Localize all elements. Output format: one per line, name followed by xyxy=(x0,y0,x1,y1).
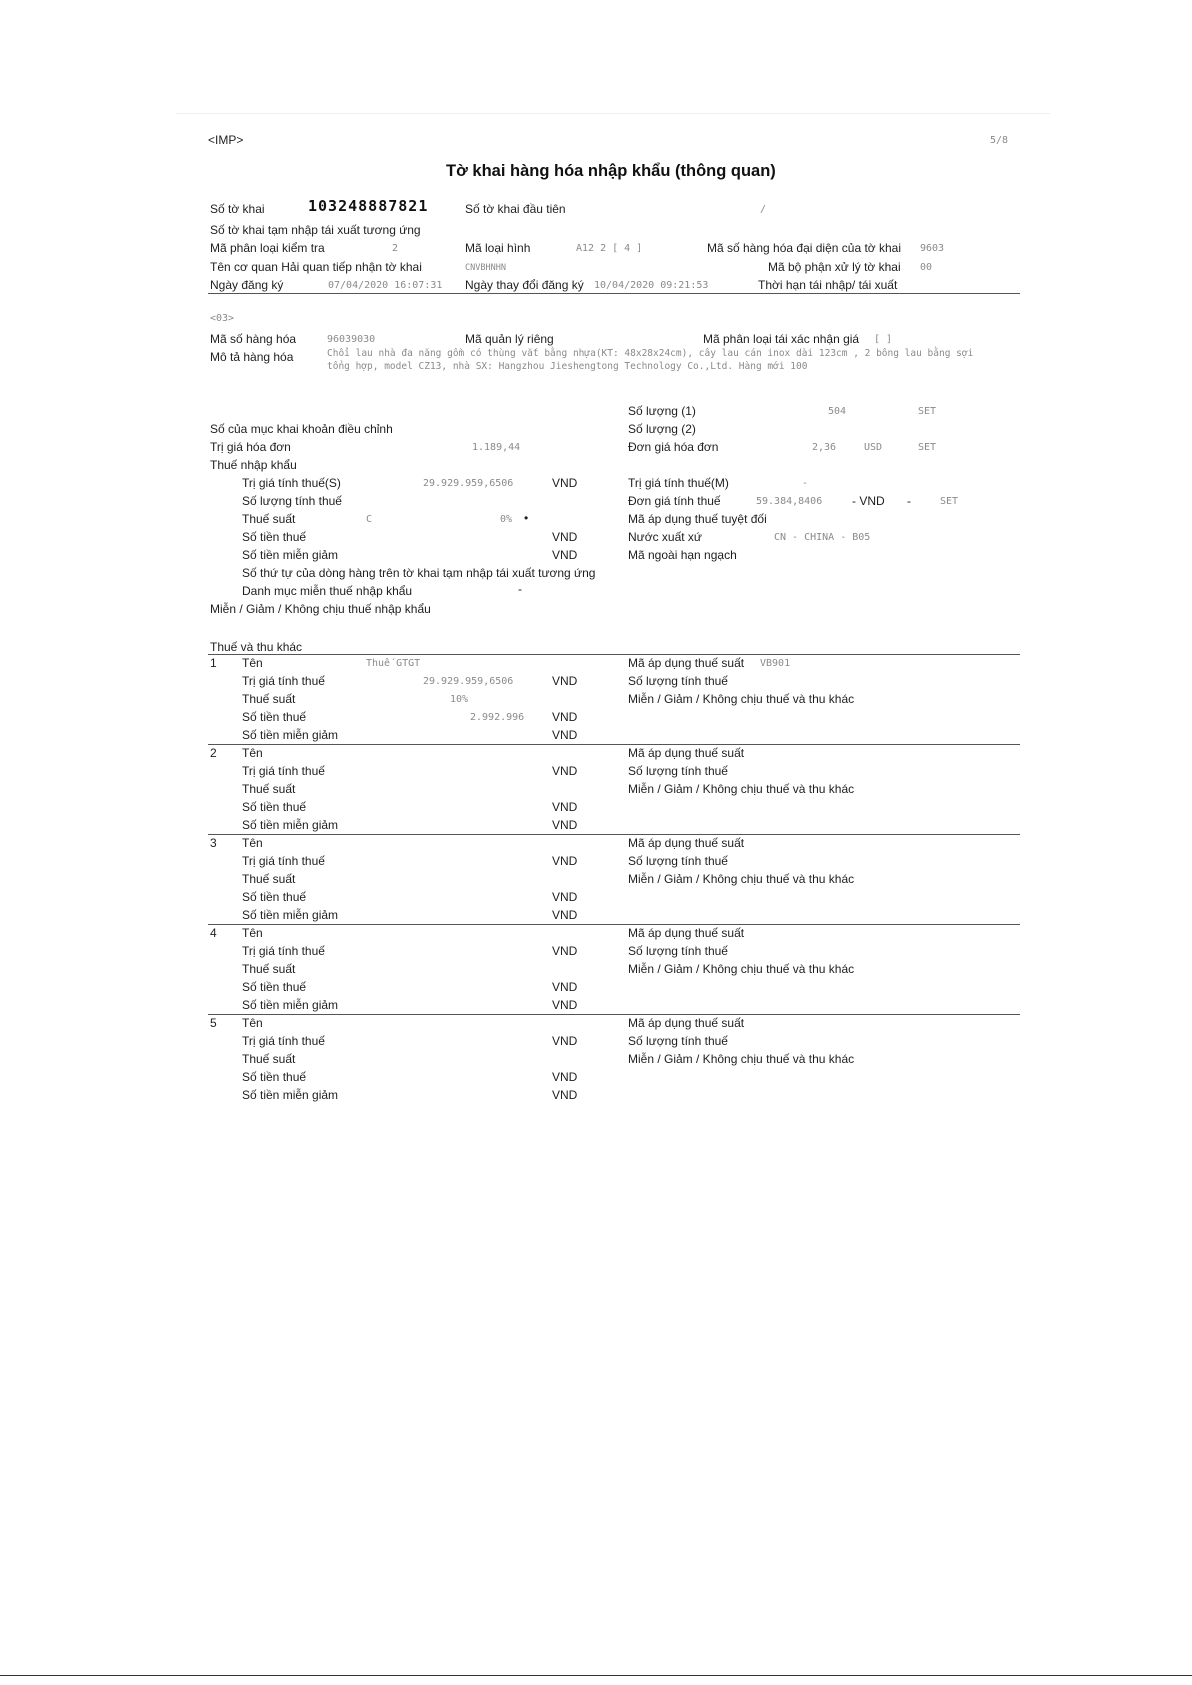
so-tien-mien-giam-currency: VND xyxy=(552,548,578,562)
mo-ta-value: Chổi lau nhà đa năng gồm có thùng vắt bằng nhựa(KT: 48x28x24cm), cây lau cán inox dài 123cm , 2 bông lau bằng sợi tổng hợp, model CZ13, nhà SX: Hangzhou Jieshengtong Technology Co.,Ltd. Hàng mới 100 xyxy=(327,348,974,372)
mo-ta-label: Mô tả hàng hóa xyxy=(210,350,294,364)
don-gia-hoa-don-currency: USD xyxy=(864,442,883,453)
thue-suat-value: 0% xyxy=(500,514,513,525)
thue-suat-code: C xyxy=(366,514,373,525)
mien-giam-nk-label: Miễn / Giảm / Không chịu thuế nhập khẩu xyxy=(210,602,431,616)
ma-so-hh-value: 96039030 xyxy=(327,334,376,345)
tax-rate-code-label: Mã áp dụng thuế suất xyxy=(628,926,745,940)
tax-exemption-other-label: Miễn / Giảm / Không chịu thuế và thu khác xyxy=(628,1052,855,1066)
tax-rate-label: Thuế suất xyxy=(242,872,296,886)
thue-suat-mark: • xyxy=(524,511,529,525)
don-gia-tinh-thue-value: 59.384,8406 xyxy=(756,496,823,507)
ngay-dang-ky-value: 07/04/2020 16:07:31 xyxy=(328,280,443,291)
so-luong-1-unit: SET xyxy=(918,406,937,417)
tax-base-value: 29.929.959,6506 xyxy=(423,676,514,687)
so-tien-thue-label: Số tiền thuế xyxy=(242,530,307,544)
ma-bo-phan-value: 00 xyxy=(920,262,933,273)
don-gia-hoa-don-label: Đơn giá hóa đơn xyxy=(628,440,719,454)
tax-exempt-amount-label: Số tiền miễn giảm xyxy=(242,1088,339,1102)
tax-quantity-label: Số lượng tính thuế xyxy=(628,1034,728,1048)
danh-muc-label: Danh mục miễn thuế nhập khẩu xyxy=(242,584,413,598)
so-luong-1-value: 504 xyxy=(828,406,847,417)
imp-tag: <IMP> xyxy=(208,133,244,147)
so-tien-thue-currency: VND xyxy=(552,530,578,544)
thoi-han-label: Thời hạn tái nhập/ tái xuất xyxy=(758,278,898,292)
tax-row-divider xyxy=(208,744,1020,745)
tax-rate-value: 10% xyxy=(450,694,469,705)
tax-exempt-amount-currency: VND xyxy=(552,728,578,742)
other-taxes-section-label: Thuế và thu khác xyxy=(210,640,303,654)
ma-phan-loai-tai-xac-label: Mã phân loại tái xác nhận giá xyxy=(703,332,860,346)
tax-exempt-amount-label: Số tiền miễn giảm xyxy=(242,998,339,1012)
tax-row-number: 4 xyxy=(210,926,217,940)
tax-row-number: 1 xyxy=(210,656,217,670)
ma-ngoai-han-ngach-label: Mã ngoài hạn ngạch xyxy=(628,548,737,562)
don-gia-tinh-thue-label: Đơn giá tính thuế xyxy=(628,494,721,508)
tax-amount-value: 2.992.996 xyxy=(470,712,525,723)
tax-exempt-amount-currency: VND xyxy=(552,1088,578,1102)
tax-base-currency: VND xyxy=(552,1034,578,1048)
ma-phan-loai-kiem-tra-label: Mã phân loại kiểm tra xyxy=(210,241,325,255)
tax-base-label: Trị giá tính thuế xyxy=(242,1034,325,1048)
tax-rate-code-label: Mã áp dụng thuế suất xyxy=(628,1016,745,1030)
don-gia-hoa-don-value: 2,36 xyxy=(812,442,837,453)
tax-exemption-other-label: Miễn / Giảm / Không chịu thuế và thu khác xyxy=(628,872,855,886)
ma-phan-loai-kiem-tra-value: 2 xyxy=(392,243,399,254)
ma-phan-loai-tai-xac-value: [ ] xyxy=(874,334,893,345)
ma-loai-hinh-label: Mã loại hình xyxy=(465,241,531,255)
tax-exempt-amount-label: Số tiền miễn giảm xyxy=(242,728,339,742)
tax-rate-code-label: Mã áp dụng thuế suất xyxy=(628,746,745,760)
tax-quantity-label: Số lượng tính thuế xyxy=(628,764,728,778)
tax-quantity-label: Số lượng tính thuế xyxy=(628,674,728,688)
ma-loai-hinh-value: A12 2 [ 4 ] xyxy=(576,243,643,254)
tax-amount-currency: VND xyxy=(552,980,578,994)
tax-base-label: Trị giá tính thuế xyxy=(242,674,325,688)
so-tien-mien-giam-label: Số tiền miễn giảm xyxy=(242,548,339,562)
tax-base-currency: VND xyxy=(552,854,578,868)
nuoc-xuat-xu-value: CN - CHINA - B05 xyxy=(774,532,871,543)
tax-amount-label: Số tiền thuế xyxy=(242,980,307,994)
so-luong-2-label: Số lượng (2) xyxy=(628,422,696,436)
tax-exemption-other-label: Miễn / Giảm / Không chịu thuế và thu khác xyxy=(628,962,855,976)
tax-amount-currency: VND xyxy=(552,800,578,814)
tri-gia-tinh-thue-s-value: 29.929.959,6506 xyxy=(423,478,514,489)
so-to-khai-dau-tien-label: Số tờ khai đầu tiên xyxy=(465,202,566,216)
tax-base-label: Trị giá tính thuế xyxy=(242,854,325,868)
tax-rate-label: Thuế suất xyxy=(242,962,296,976)
tax-exempt-amount-currency: VND xyxy=(552,818,578,832)
tax-name-label: Tên xyxy=(242,836,263,850)
tax-base-currency: VND xyxy=(552,764,578,778)
tri-gia-tinh-thue-m-value: - xyxy=(802,478,809,489)
tax-quantity-label: Số lượng tính thuế xyxy=(628,854,728,868)
tax-exempt-amount-label: Số tiền miễn giảm xyxy=(242,818,339,832)
don-gia-hoa-don-unit: SET xyxy=(918,442,937,453)
thue-nk-label: Thuế nhập khẩu xyxy=(210,458,297,472)
danh-muc-value: - xyxy=(518,582,522,596)
so-luong-tinh-thue-label: Số lượng tính thuế xyxy=(242,494,342,508)
tax-row-divider xyxy=(208,1014,1020,1015)
so-to-khai-value: 103248887821 xyxy=(308,197,429,215)
tax-rate-code-label: Mã áp dụng thuế suất xyxy=(628,836,745,850)
tax-amount-currency: VND xyxy=(552,1070,578,1084)
so-cua-muc-label: Số của mục khai khoản điều chỉnh xyxy=(210,422,393,436)
tax-row-divider xyxy=(208,834,1020,835)
tax-amount-label: Số tiền thuế xyxy=(242,1070,307,1084)
tri-gia-tinh-thue-s-label: Trị giá tính thuế(S) xyxy=(242,476,341,490)
tri-gia-hoa-don-label: Trị giá hóa đơn xyxy=(210,440,291,454)
tax-amount-currency: VND xyxy=(552,890,578,904)
tax-amount-label: Số tiền thuế xyxy=(242,710,307,724)
tax-amount-label: Số tiền thuế xyxy=(242,890,307,904)
tax-base-currency: VND xyxy=(552,674,578,688)
item-index: <03> xyxy=(210,313,235,324)
tax-exempt-amount-currency: VND xyxy=(552,908,578,922)
ngay-thay-doi-value: 10/04/2020 09:21:53 xyxy=(594,280,709,291)
tax-rate-label: Thuế suất xyxy=(242,692,296,706)
other-taxes-divider xyxy=(208,654,1020,655)
tax-rate-code-label: Mã áp dụng thuế suất xyxy=(628,656,745,670)
tax-row-number: 2 xyxy=(210,746,217,760)
tax-name-label: Tên xyxy=(242,926,263,940)
ten-co-quan-value: CNVBHNHN xyxy=(465,263,506,273)
so-to-khai-dau-tien-value: / xyxy=(760,204,767,215)
tax-row-divider xyxy=(208,924,1020,925)
ma-bo-phan-label: Mã bộ phận xử lý tờ khai xyxy=(768,260,901,274)
page-number: 5/8 xyxy=(990,135,1009,146)
thue-suat-label: Thuế suất xyxy=(242,512,296,526)
tax-exemption-other-label: Miễn / Giảm / Không chịu thuế và thu khác xyxy=(628,782,855,796)
nuoc-xuat-xu-label: Nước xuất xứ xyxy=(628,530,702,544)
tax-base-currency: VND xyxy=(552,944,578,958)
so-thu-tu-label: Số thứ tự của dòng hàng trên tờ khai tạm nhập tái xuất tương ứng xyxy=(242,566,596,580)
tax-exemption-other-label: Miễn / Giảm / Không chịu thuế và thu khác xyxy=(628,692,855,706)
document-title: Tờ khai hàng hóa nhập khẩu (thông quan) xyxy=(446,162,776,180)
tri-gia-tinh-thue-m-label: Trị giá tính thuế(M) xyxy=(628,476,729,490)
tax-row-number: 3 xyxy=(210,836,217,850)
don-gia-tinh-thue-currency: - VND xyxy=(852,494,885,508)
tax-amount-label: Số tiền thuế xyxy=(242,800,307,814)
tax-amount-currency: VND xyxy=(552,710,578,724)
tax-base-label: Trị giá tính thuế xyxy=(242,944,325,958)
don-gia-tinh-thue-unit: SET xyxy=(940,496,959,507)
tri-gia-tinh-thue-s-currency: VND xyxy=(552,476,578,490)
tax-exempt-amount-label: Số tiền miễn giảm xyxy=(242,908,339,922)
ma-so-hh-dai-dien-value: 9603 xyxy=(920,243,945,254)
ma-so-hh-dai-dien-label: Mã số hàng hóa đại diện của tờ khai xyxy=(707,241,901,255)
tax-rate-label: Thuế suất xyxy=(242,1052,296,1066)
tax-row-number: 5 xyxy=(210,1016,217,1030)
tax-exempt-amount-currency: VND xyxy=(552,998,578,1012)
ngay-dang-ky-label: Ngày đăng ký xyxy=(210,278,284,292)
tax-name-label: Tên xyxy=(242,746,263,760)
so-luong-1-label: Số lượng (1) xyxy=(628,404,696,418)
tax-name-label: Tên xyxy=(242,1016,263,1030)
tax-name-label: Tên xyxy=(242,656,263,670)
tax-name-value: Thuế GTGT xyxy=(366,658,421,669)
ngay-thay-doi-label: Ngày thay đổi đăng ký xyxy=(465,278,584,292)
tax-base-label: Trị giá tính thuế xyxy=(242,764,325,778)
so-to-khai-label: Số tờ khai xyxy=(210,202,265,216)
page-bottom-border xyxy=(0,1675,1192,1676)
ma-quan-ly-label: Mã quản lý riêng xyxy=(465,332,554,346)
tam-nhap-label: Số tờ khai tạm nhập tái xuất tương ứng xyxy=(210,223,421,237)
page-edge xyxy=(176,113,1050,114)
tax-rate-code-value: VB901 xyxy=(760,658,791,669)
tax-quantity-label: Số lượng tính thuế xyxy=(628,944,728,958)
ten-co-quan-label: Tên cơ quan Hải quan tiếp nhận tờ khai xyxy=(210,260,422,274)
header-divider xyxy=(208,293,1020,294)
don-gia-tinh-thue-dash: - xyxy=(907,494,911,508)
ma-so-hh-label: Mã số hàng hóa xyxy=(210,332,297,346)
tax-rate-label: Thuế suất xyxy=(242,782,296,796)
ma-ap-dung-tuyet-doi-label: Mã áp dụng thuế tuyệt đối xyxy=(628,512,767,526)
tri-gia-hoa-don-value: 1.189,44 xyxy=(472,442,521,453)
